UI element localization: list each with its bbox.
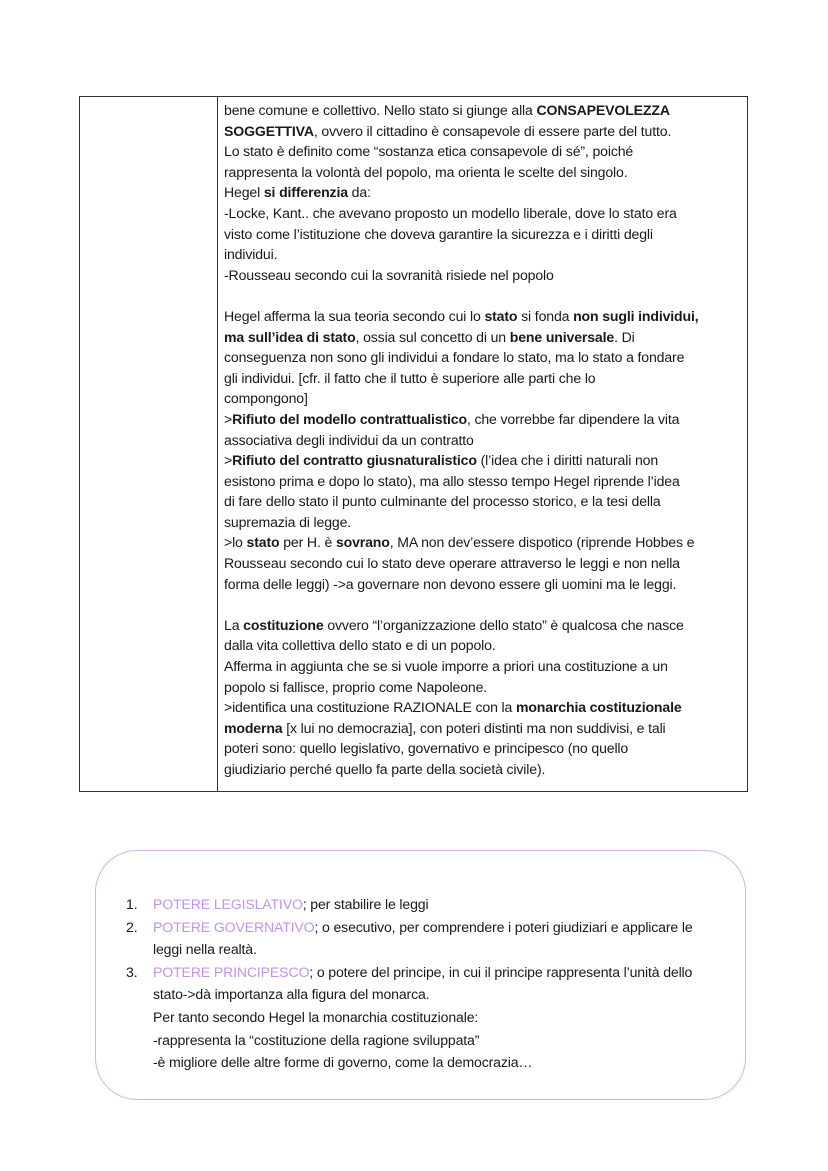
text-line (224, 491, 749, 512)
text-run: ovvero “l’organizzazione dello stato” è qualcosa che nasce (323, 616, 684, 633)
text-run: giudiziario perché quello fa parte della società civile). (224, 761, 546, 777)
text-run: bene comune e collettivo. Nello stato si giunge alla (224, 102, 537, 118)
text-run: Hegel (224, 184, 264, 201)
text-run: dalla vita collettiva dello stato e di un popolo. (224, 637, 496, 654)
bold-text: monarchia costituzionale (515, 699, 682, 716)
bold-text: CONSAPEVOLEZZA (536, 102, 670, 118)
text-line (224, 327, 749, 348)
text-run: forma delle leggi) ->a governare non devono essere gli uomini ma le leggi. (224, 575, 677, 592)
text-run: associativa degli individui da un contratto (224, 431, 474, 448)
text-line (224, 718, 749, 739)
notes-table (79, 96, 748, 792)
text-run: >lo (224, 534, 247, 551)
text-run: >identifica una costituzione RAZIONALE con la (224, 699, 516, 716)
text-line (224, 471, 749, 492)
text-line (224, 203, 749, 224)
item-line (153, 961, 736, 984)
list-item (126, 916, 736, 961)
text-line (224, 100, 749, 121)
conclusion-line: Per tanto secondo Hegel la monarchia costituzionale: (153, 1008, 479, 1025)
item-text: ; o potere del principe, in cui il principe rappresenta l’unità dello (309, 963, 693, 980)
bold-text: bene universale (509, 328, 615, 345)
blank-line (224, 594, 749, 615)
text-run: Rousseau secondo cui lo stato deve operare attraverso le leggi e non nella (224, 555, 680, 572)
bold-text: stato (484, 307, 518, 324)
text-run: si fonda (517, 307, 574, 324)
bold-text: SOGGETTIVA (224, 122, 314, 139)
text-line (224, 368, 749, 389)
text-line (224, 306, 749, 327)
text-run: . Di (614, 328, 635, 345)
text-line (224, 347, 749, 368)
text-line (224, 182, 749, 203)
item-line (153, 916, 736, 939)
item-text: stato->dà importanza alla figura del monarca. (153, 986, 430, 1003)
notes-cell (224, 100, 749, 780)
text-run: Lo stato è definito come “sostanza etica consapevole di sé”, poiché (224, 143, 634, 160)
power-title: POTERE LEGISLATIVO (153, 896, 303, 912)
text-run: (l’idea che i diritti naturali non (476, 452, 659, 469)
bold-text: moderna (224, 719, 283, 736)
text-run: rappresenta la volontà del popolo, ma orienta le scelte del singolo. (224, 163, 628, 180)
text-line (224, 553, 749, 574)
text-run: , ossia sul concetto di un (355, 328, 510, 345)
list-item (126, 893, 736, 916)
text-line (224, 512, 749, 533)
text-run: visto come l’istituzione che doveva garantire la sicurezza e i diritti degli (224, 225, 653, 242)
conclusion-line: -è migliore delle altre forme di governo, come la democrazia… (153, 1054, 533, 1071)
text-line (224, 244, 749, 265)
item-text: leggi nella realtà. (153, 941, 257, 958)
text-run: [x lui no democrazia], con poteri distinti ma non suddivisi, e tali (282, 719, 666, 736)
bold-text: Rifiuto del contratto giusnaturalistico (232, 452, 477, 469)
powers-list (126, 893, 736, 1074)
bold-text: costituzione (243, 616, 324, 633)
powers-box (95, 850, 746, 1100)
text-line (224, 162, 749, 183)
text-run: , che vorrebbe far dipendere la vita (466, 410, 680, 427)
list-number: 2. (126, 918, 138, 935)
text-run: Afferma in aggiunta che se si vuole imporre a priori una costituzione a un (224, 658, 668, 675)
text-run: per H. è (279, 534, 336, 551)
bold-text: si differenzia (263, 184, 348, 201)
text-line (224, 697, 749, 718)
text-line (224, 141, 749, 162)
text-line (224, 738, 749, 759)
list-number: 3. (126, 963, 138, 980)
text-run: -Rousseau secondo cui la sovranità risiede nel popolo (224, 266, 554, 283)
blank-line (224, 285, 749, 306)
text-run: poteri sono: quello legislativo, governativo e principesco (no quello (224, 740, 629, 757)
text-line (224, 265, 749, 286)
item-text: ; per stabilire le leggi (302, 896, 429, 912)
text-line (224, 388, 749, 409)
text-run: compongono] (224, 390, 308, 407)
text-run: La (224, 616, 244, 633)
text-run: da: (347, 184, 371, 201)
text-run: di fare dello stato il punto culminante del processo storico, e la tesi della (224, 493, 661, 510)
text-run: Hegel afferma la sua teoria secondo cui lo (224, 307, 485, 324)
text-line (224, 574, 749, 595)
item-text: ; o esecutivo, per comprendere i poteri giudiziari e applicare le (314, 918, 693, 935)
list-number: 1. (126, 896, 138, 912)
text-run: > (224, 410, 233, 427)
text-run: popolo si fallisce, proprio come Napoleone. (224, 678, 488, 695)
text-line (224, 759, 749, 780)
text-run: , ovvero il cittadino è consapevole di essere parte del tutto. (313, 122, 672, 139)
power-title: POTERE GOVERNATIVO (153, 918, 315, 935)
bold-text: stato (246, 534, 280, 551)
text-line (224, 224, 749, 245)
bold-text: non sugli individui, (573, 307, 699, 324)
text-line (224, 635, 749, 656)
text-run: supremazia di legge. (224, 513, 352, 530)
text-line (224, 656, 749, 677)
bold-text: sovrano (335, 534, 390, 551)
text-line (224, 532, 749, 553)
text-line (224, 677, 749, 698)
bold-text: Rifiuto del modello contrattualistico (232, 410, 467, 427)
text-line (224, 409, 749, 430)
text-run: gli individui. [cfr. il fatto che il tutto è superiore alle parti che lo (224, 369, 596, 386)
text-run: esistono prima e dopo lo stato), ma allo stesso tempo Hegel riprende l’idea (224, 472, 680, 489)
item-line (153, 893, 736, 916)
conclusion-line: -rappresenta la “costituzione della ragione sviluppata” (153, 1031, 480, 1048)
bold-text: ma sull’idea di stato (224, 328, 356, 345)
text-run: > (224, 452, 233, 469)
text-line (224, 450, 749, 471)
list-item (126, 961, 736, 1006)
power-title: POTERE PRINCIPESCO (153, 963, 310, 980)
text-run: individui. (224, 246, 278, 263)
text-run: conseguenza non sono gli individui a fondare lo stato, ma lo stato a fondare (224, 349, 685, 366)
column-divider (217, 97, 218, 791)
text-line (224, 430, 749, 451)
item-line (153, 938, 736, 961)
text-line (224, 615, 749, 636)
item-line (153, 983, 736, 1006)
text-line (224, 121, 749, 142)
text-run: , MA non dev’essere dispotico (riprende Hobbes e (389, 534, 695, 551)
text-run: -Locke, Kant.. che avevano proposto un modello liberale, dove lo stato era (224, 204, 677, 221)
